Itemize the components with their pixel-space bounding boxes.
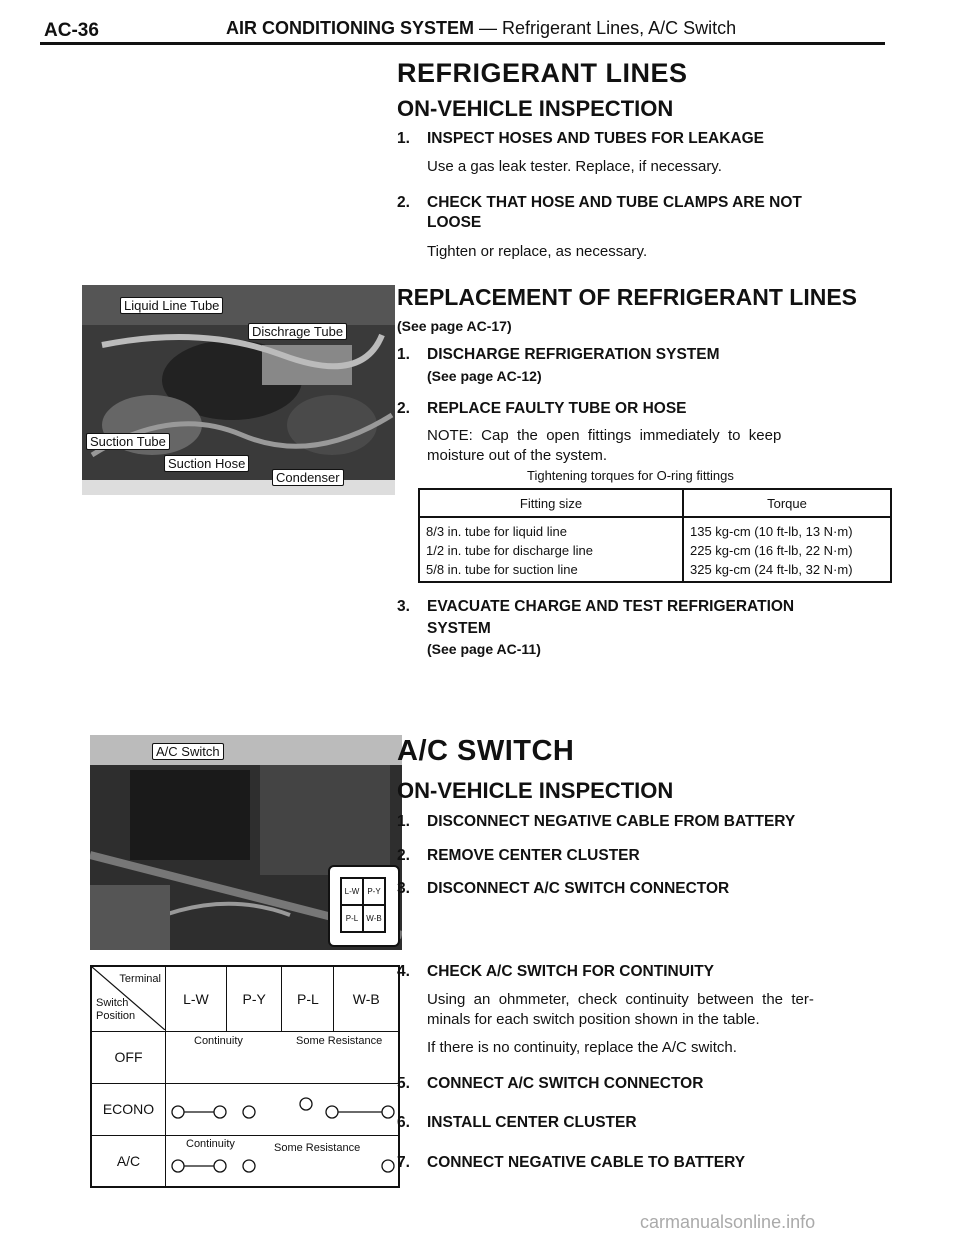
terminal-header: P-Y xyxy=(226,966,282,1031)
callout-suction-tube: Suction Tube xyxy=(86,433,170,450)
step-heading: 1. DISCONNECT NEGATIVE CABLE FROM BATTERY xyxy=(397,813,796,830)
position-label: OFF xyxy=(91,1031,166,1083)
resistance-note: Some Resistance xyxy=(296,1034,383,1047)
connector-pin: L-W xyxy=(341,878,363,905)
step-heading: 7. CONNECT NEGATIVE CABLE TO BATTERY xyxy=(397,1154,746,1171)
step-heading-cont: SYSTEM xyxy=(427,620,491,637)
replacement-see-page: (See page AC-17) xyxy=(397,318,512,334)
header-rule xyxy=(40,42,885,45)
terminal-header: P-L xyxy=(282,966,334,1031)
inspection-title: ON-VEHICLE INSPECTION xyxy=(397,96,674,121)
continuity-note: Continuity xyxy=(194,1034,243,1047)
page-header-title xyxy=(226,18,736,39)
callout-ac-switch: A/C Switch xyxy=(152,743,224,760)
continuity-symbols xyxy=(166,1136,401,1186)
watermark: carmanualsonline.info xyxy=(640,1212,816,1232)
continuity-cell xyxy=(166,1031,400,1083)
continuity-cell xyxy=(166,1135,400,1187)
step-text: minals for each switch position shown in the table. xyxy=(427,1011,760,1028)
terminal-header: W-B xyxy=(334,966,399,1031)
inspection-title: ON-VEHICLE INSPECTION xyxy=(397,778,674,803)
connector-pin: P-Y xyxy=(363,878,385,905)
step-heading: 4. CHECK A/C SWITCH FOR CONTINUITY xyxy=(397,963,715,980)
step-heading: 3. EVACUATE CHARGE AND TEST REFRIGERATION xyxy=(397,598,795,615)
step-heading: 5. CONNECT A/C SWITCH CONNECTOR xyxy=(397,1075,704,1092)
continuity-symbols xyxy=(166,1084,401,1134)
torque-caption: Tightening torques for O-ring fittings xyxy=(527,468,734,483)
callout-liquid-line-tube: Liquid Line Tube xyxy=(120,297,223,314)
table-corner-cell xyxy=(91,966,166,1031)
engine-bay-photo xyxy=(82,285,395,495)
resistance-note: Some Resistance xyxy=(274,1141,361,1154)
step-heading: 3. DISCONNECT A/C SWITCH CONNECTOR xyxy=(397,880,730,897)
step-heading: 6. INSTALL CENTER CLUSTER xyxy=(397,1114,637,1131)
ac-switch-title: A/C SWITCH xyxy=(397,735,575,767)
position-label: A/C xyxy=(91,1135,166,1187)
torque-cell: 5/8 in. tube for suction line xyxy=(419,560,683,582)
step-note-cont: moisture out of the system. xyxy=(427,447,608,464)
callout-suction-hose: Suction Hose xyxy=(164,455,249,472)
refrigerant-lines-title: REFRIGERANT LINES xyxy=(397,58,688,88)
page-code: AC-36 xyxy=(44,20,99,41)
step-heading: 2. CHECK THAT HOSE AND TUBE CLAMPS ARE NOT xyxy=(397,194,802,211)
torque-cell: 325 kg-cm (24 ft-lb, 32 N·m) xyxy=(690,562,853,577)
torque-cell: 225 kg-cm (16 ft-lb, 22 N·m) xyxy=(690,543,853,558)
step-note: NOTE: Cap the open fittings immediately to keep xyxy=(427,427,782,444)
continuity-note: Continuity xyxy=(186,1137,235,1150)
corner-position-label: Position xyxy=(96,1010,136,1022)
callout-discharge-tube: Dischrage Tube xyxy=(248,323,347,340)
step-text: Using an ohmmeter, check continuity between the ter- xyxy=(427,991,814,1008)
step-see-page: (See page AC-12) xyxy=(427,368,542,384)
connector-pin: P-L xyxy=(341,905,363,932)
connector-pin: W-B xyxy=(363,905,385,932)
step-heading: 1. DISCHARGE REFRIGERATION SYSTEM xyxy=(397,346,720,363)
terminal-header: L-W xyxy=(166,966,227,1031)
torque-table xyxy=(418,488,892,583)
position-label: ECONO xyxy=(91,1083,166,1135)
step-text: Tighten or replace, as necessary. xyxy=(427,243,648,260)
replacement-title: REPLACEMENT OF REFRIGERANT LINES xyxy=(397,284,858,310)
step-text: If there is no continuity, replace the A/C switch. xyxy=(427,1039,737,1056)
torque-cell: 8/3 in. tube for liquid line xyxy=(419,517,683,541)
callout-condenser: Condenser xyxy=(272,469,344,486)
switch-continuity-table xyxy=(90,965,402,1188)
torque-col-header: Torque xyxy=(683,489,891,517)
step-heading-cont: LOOSE xyxy=(427,214,482,231)
corner-terminal-label: Terminal xyxy=(119,973,161,985)
connector-face xyxy=(340,877,386,933)
torque-col-header: Fitting size xyxy=(419,489,683,517)
corner-switch-label: Switch xyxy=(96,997,129,1009)
section-name: AIR CONDITIONING SYSTEM xyxy=(226,18,475,38)
step-text: Use a gas leak tester. Replace, if necessary. xyxy=(427,158,722,175)
connector-diagram xyxy=(328,865,400,947)
torque-cell: 135 kg-cm (10 ft-lb, 13 N·m) xyxy=(690,524,853,539)
section-subtitle: — Refrigerant Lines, A/C Switch xyxy=(479,18,737,38)
step-heading: 1. INSPECT HOSES AND TUBES FOR LEAKAGE xyxy=(397,130,765,147)
continuity-cell xyxy=(166,1083,400,1135)
step-heading: 2. REPLACE FAULTY TUBE OR HOSE xyxy=(397,400,687,417)
torque-cell: 1/2 in. tube for discharge line xyxy=(419,541,683,560)
step-heading: 2. REMOVE CENTER CLUSTER xyxy=(397,847,640,864)
ac-switch-photo xyxy=(90,735,402,950)
step-see-page: (See page AC-11) xyxy=(427,641,541,657)
